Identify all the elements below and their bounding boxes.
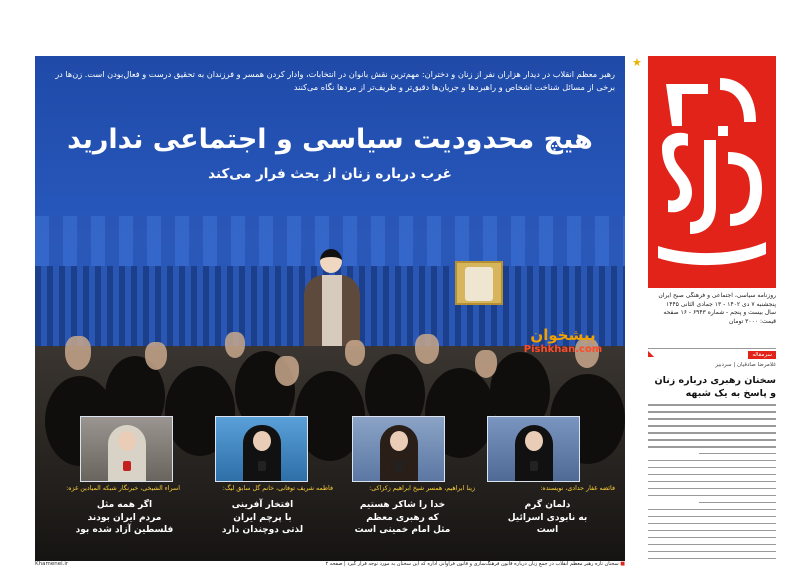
quote-line: خدا را شاکر هستیم bbox=[359, 500, 446, 510]
quote-line: به نابودی اسرائیل bbox=[507, 512, 588, 523]
quote-line: است bbox=[536, 525, 559, 535]
info-line: روزنامه سیاسی، اجتماعی و فرهنگی صبح ایران bbox=[658, 292, 776, 299]
quote-line: فلسطین آزاد شده بود bbox=[75, 525, 174, 535]
info-line: قیمت: ۳۰۰۰ تومان bbox=[729, 317, 776, 325]
speaker-name: فائضه غفار حدادی، نویسنده: bbox=[540, 485, 615, 492]
photo-credit: Khamenei.ir bbox=[35, 561, 69, 567]
speaker-photo bbox=[487, 416, 580, 482]
quote-line: مردم ایران بودند bbox=[87, 512, 162, 523]
hero-footer-caption bbox=[300, 561, 625, 570]
speaker-quote[interactable] bbox=[57, 499, 192, 537]
speaker-photo bbox=[80, 416, 173, 482]
speaker-photo bbox=[215, 416, 308, 482]
section-tag: سرمقاله bbox=[748, 351, 776, 359]
editorial-byline: غلامرضا صادقیان | سردبیر bbox=[715, 362, 776, 368]
star-icon: ★ bbox=[632, 56, 642, 69]
section-bar bbox=[648, 348, 776, 358]
newspaper-front-page bbox=[30, 48, 776, 570]
quote-line: افتخار آفرینی bbox=[231, 500, 294, 510]
watermark bbox=[513, 326, 613, 366]
quote-line: دلمان گرم bbox=[524, 500, 571, 510]
quote-line: که رهبری معظم bbox=[366, 512, 439, 523]
speaker-name: زینا ابراهیم، همسر شیخ ابراهیم زکزاکی: bbox=[369, 485, 475, 492]
editorial-headline-line: و پاسخ به یک شبهه bbox=[685, 388, 776, 399]
editorial-headline-line: سخنان رهبری درباره زنان bbox=[654, 375, 776, 386]
square-icon: ■ bbox=[620, 561, 625, 567]
publication-info bbox=[648, 292, 776, 326]
editorial-body-text bbox=[648, 404, 776, 564]
hero-lede: رهبر معظم انقلاب در دیدار هزاران نفر از زنان و دختران: مهم‌ترین نقش بانوان در انتخابات، وادار کردن همسر و فرزندان به تحقیق درست و فعال‌بودن است. زن‌ها در برخی از مسائل شناخت اشخاص و راهبردها و جریان‌ها دقیق‌تر و ظریف‌تر از مردها نگاه می‌کنند bbox=[55, 69, 615, 92]
speaker-quote[interactable] bbox=[335, 499, 470, 537]
speaker-quote[interactable] bbox=[480, 499, 615, 537]
hero-story[interactable] bbox=[35, 56, 625, 561]
footer-caption-text: سخنان تازه رهبر معظم انقلاب در جمع زنان درباره قانون فرهنگ‌سازی و قانون فراوانی اداره که این سخنان به مورد توجه قرار گیرد | صفحه ۲ bbox=[325, 561, 619, 567]
hero-subhead: غرب درباره زنان از بحث فرار می‌کند bbox=[208, 166, 452, 182]
speaker-quote[interactable] bbox=[195, 499, 330, 537]
speaker-photo bbox=[352, 416, 445, 482]
editorial-headline[interactable] bbox=[648, 374, 776, 400]
watermark-url: Pishkhan.com bbox=[523, 344, 603, 355]
speaker-name: اسراء الشیخی، خبرنگار شبکه المیادین غزه: bbox=[66, 485, 180, 492]
arrow-icon: ◣ bbox=[648, 349, 655, 358]
hero-headline: هیچ محدودیت سیاسی و اجتماعی ندارید bbox=[67, 124, 593, 155]
quote-line: با پرچم ایران bbox=[233, 512, 292, 523]
watermark-logo: پیشخوان bbox=[530, 326, 596, 344]
info-line: پنجشنبه ۷ دی ۱۴۰۲ - ۱۳ جمادی الثانی ۱۴۴۵ bbox=[666, 300, 776, 308]
portrait-frame bbox=[455, 261, 503, 305]
quote-line: اگر همه مثل bbox=[96, 500, 153, 510]
quote-line: لذتی دوچندان دارد bbox=[221, 525, 304, 535]
masthead-logo bbox=[648, 56, 776, 288]
info-line: سال بیست و پنجم - شماره ۶۹۴۳ - ۱۶ صفحه bbox=[663, 309, 776, 316]
speaker-name: فاطمه شریف توفانی، خانم گل سابق لیگ: bbox=[222, 485, 333, 492]
quote-line: مثل امام خمینی است bbox=[354, 525, 451, 535]
